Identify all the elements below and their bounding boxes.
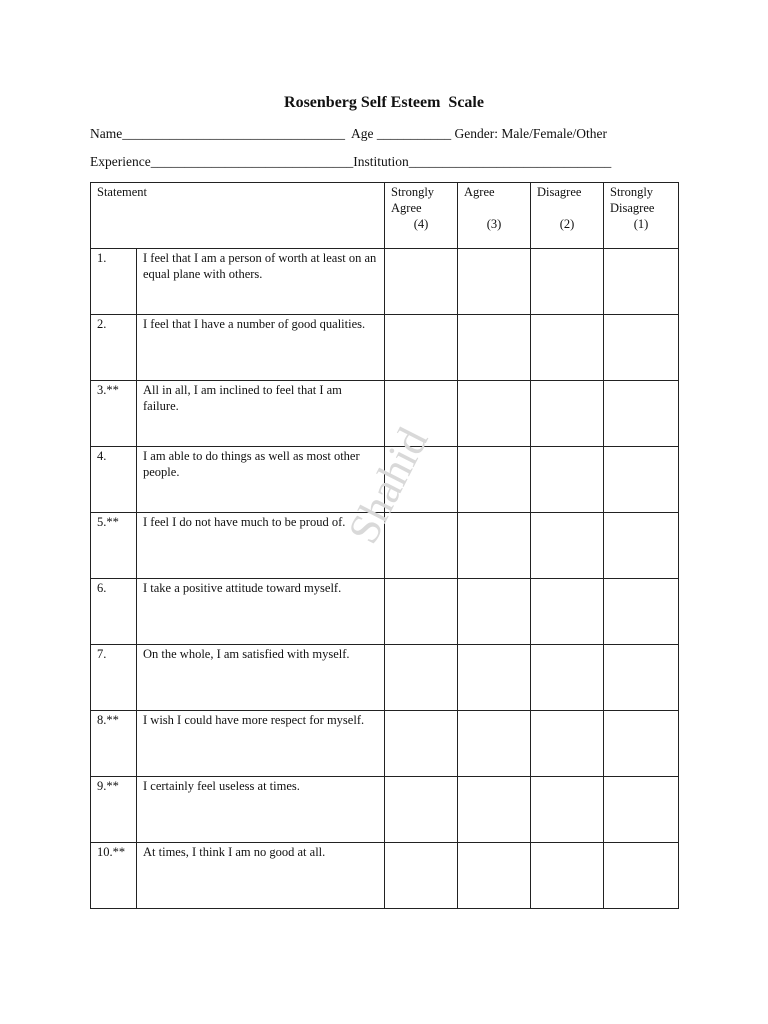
item-statement: I certainly feel useless at times.	[137, 777, 385, 843]
response-cell-disagree[interactable]	[531, 645, 604, 711]
response-cell-disagree[interactable]	[531, 513, 604, 579]
header-disagree	[531, 183, 604, 249]
response-cell-agree[interactable]	[458, 645, 531, 711]
item-statement: I am able to do things as well as most other people.	[137, 447, 385, 513]
response-cell-agree[interactable]	[458, 315, 531, 381]
item-number: 5.**	[91, 513, 137, 579]
item-statement: On the whole, I am satisfied with myself.	[137, 645, 385, 711]
item-number: 2.	[91, 315, 137, 381]
table-row	[91, 315, 679, 381]
watermark: Shahid	[338, 419, 438, 552]
table-row	[91, 777, 679, 843]
header-agree	[458, 183, 531, 249]
response-cell-disagree[interactable]	[531, 777, 604, 843]
page-title: Rosenberg Self Esteem Scale	[284, 94, 484, 111]
response-cell-strongly-disagree[interactable]	[604, 513, 679, 579]
table-row	[91, 843, 679, 909]
response-cell-strongly-disagree[interactable]	[604, 645, 679, 711]
header-score: (3)	[486, 217, 502, 231]
item-statement: I take a positive attitude toward myself.	[137, 579, 385, 645]
response-cell-agree[interactable]	[458, 513, 531, 579]
response-cell-strongly-disagree[interactable]	[604, 777, 679, 843]
response-cell-strongly-agree[interactable]	[385, 579, 458, 645]
response-cell-strongly-agree[interactable]	[385, 249, 458, 315]
response-cell-strongly-disagree[interactable]	[604, 579, 679, 645]
response-cell-disagree[interactable]	[531, 447, 604, 513]
item-number: 1.	[91, 249, 137, 315]
response-cell-agree[interactable]	[458, 711, 531, 777]
header-label: Disagree	[537, 185, 582, 199]
response-cell-strongly-agree[interactable]	[385, 711, 458, 777]
table-row	[91, 645, 679, 711]
item-statement: All in all, I am inclined to feel that I am failure.	[137, 381, 385, 447]
header-score: (2)	[559, 217, 575, 231]
response-cell-disagree[interactable]	[531, 843, 604, 909]
response-cell-disagree[interactable]	[531, 249, 604, 315]
name-age-gender-line: Name_________________________________ Age ___________ Gender: Male/Female/Other	[90, 126, 608, 141]
response-cell-strongly-disagree[interactable]	[604, 249, 679, 315]
response-cell-strongly-disagree[interactable]	[604, 315, 679, 381]
item-number: 8.**	[91, 711, 137, 777]
header-strongly-disagree	[604, 183, 679, 249]
item-number: 7.	[91, 645, 137, 711]
response-cell-strongly-disagree[interactable]	[604, 381, 679, 447]
response-cell-strongly-agree[interactable]	[385, 645, 458, 711]
response-cell-strongly-agree[interactable]	[385, 315, 458, 381]
header-strongly-agree	[385, 183, 458, 249]
response-cell-agree[interactable]	[458, 843, 531, 909]
response-cell-strongly-agree[interactable]	[385, 777, 458, 843]
item-statement: I feel that I have a number of good qualities.	[137, 315, 385, 381]
response-cell-agree[interactable]	[458, 579, 531, 645]
item-number: 4.	[91, 447, 137, 513]
header-score: (4)	[413, 217, 429, 231]
item-statement: I feel that I am a person of worth at least on an equal plane with others.	[137, 249, 385, 315]
header-score: (1)	[633, 217, 649, 231]
response-cell-strongly-agree[interactable]	[385, 843, 458, 909]
item-number: 3.**	[91, 381, 137, 447]
item-number: 6.	[91, 579, 137, 645]
response-cell-strongly-disagree[interactable]	[604, 447, 679, 513]
statement-header: Statement	[91, 183, 385, 249]
response-cell-disagree[interactable]	[531, 711, 604, 777]
table-row	[91, 711, 679, 777]
response-cell-disagree[interactable]	[531, 579, 604, 645]
response-cell-disagree[interactable]	[531, 315, 604, 381]
header-label: Agree	[464, 185, 495, 199]
item-number: 10.**	[91, 843, 137, 909]
header-label: Strongly Agree	[391, 185, 435, 215]
header-label: Strongly Disagree	[610, 185, 655, 215]
response-cell-agree[interactable]	[458, 447, 531, 513]
response-cell-disagree[interactable]	[531, 381, 604, 447]
response-cell-agree[interactable]	[458, 381, 531, 447]
header-row	[91, 183, 679, 249]
response-cell-agree[interactable]	[458, 777, 531, 843]
item-statement: I feel I do not have much to be proud of.	[137, 513, 385, 579]
table-row	[91, 579, 679, 645]
response-cell-strongly-disagree[interactable]	[604, 711, 679, 777]
response-cell-agree[interactable]	[458, 249, 531, 315]
item-number: 9.**	[91, 777, 137, 843]
response-cell-strongly-disagree[interactable]	[604, 843, 679, 909]
item-statement: At times, I think I am no good at all.	[137, 843, 385, 909]
table-row	[91, 249, 679, 315]
item-statement: I wish I could have more respect for myself.	[137, 711, 385, 777]
experience-institution-line: Experience______________________________Institution______________________________	[90, 154, 612, 169]
